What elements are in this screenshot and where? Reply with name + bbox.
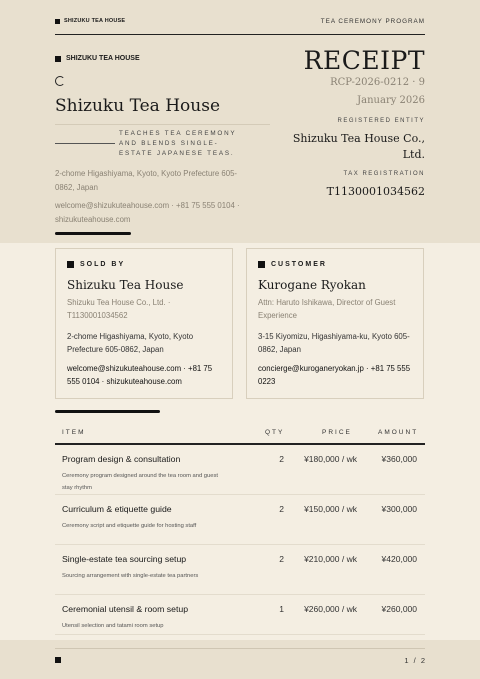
col-header-price: PRICE [322, 429, 352, 436]
brand-label [55, 55, 140, 62]
item-qty: 1 [279, 604, 284, 614]
table-row [55, 594, 425, 635]
table-row [55, 444, 425, 495]
sold-by-name: Shizuku Tea House [67, 278, 184, 292]
col-header-qty: QTY [265, 429, 285, 436]
item-title: Ceremonial utensil & room setup [62, 604, 189, 614]
brand-tagline: TEACHES TEA CEREMONY AND BLENDS SINGLE-ESTATE JAPANESE TEAS. [119, 130, 237, 157]
footer-rule [55, 648, 425, 649]
col-header-item: ITEM [62, 429, 86, 436]
customer-label-text: CUSTOMER [271, 261, 327, 268]
table-row [55, 544, 425, 595]
item-qty: 2 [279, 454, 284, 464]
sold-by-contact: welcome@shizukuteahouse.com · +81 75 555 0104 · shizukuteahouse.com [67, 364, 213, 386]
square-icon [258, 261, 265, 268]
item-amount: ¥360,000 [381, 454, 417, 464]
sold-by-address: 2-chome Higashiyama, Kyoto, Kyoto Prefecture 605-0862, Japan [67, 332, 194, 354]
tax-label: TAX REGISTRATION [343, 171, 425, 177]
divider [55, 124, 270, 125]
sold-by-entity: Shizuku Tea House Co., Ltd. · T1130001034562 [67, 298, 171, 320]
square-icon [55, 657, 61, 663]
item-qty: 2 [279, 554, 284, 564]
customer-contact: concierge@kuroganeryokan.jp · +81 75 555 0223 [258, 364, 411, 386]
accent-rule [55, 410, 160, 413]
tax-id: T1130001034562 [326, 185, 425, 198]
accent-rule [55, 232, 131, 235]
header-doc-tag: TEA CEREMONY PROGRAM [320, 18, 425, 25]
item-amount: ¥420,000 [381, 554, 417, 564]
header-company [55, 18, 125, 24]
sold-by-label-text: SOLD BY [80, 261, 126, 268]
col-header-amount: AMOUNT [378, 429, 419, 436]
receipt-number: RCP-2026-0212 · 9 [330, 77, 425, 88]
item-title: Program design & consultation [62, 454, 181, 464]
square-icon [55, 19, 60, 24]
customer-label [258, 261, 327, 268]
header-company-label: SHIZUKU TEA HOUSE [64, 18, 126, 24]
brand-name: Shizuku Tea House [55, 96, 221, 116]
sold-by-card [55, 248, 233, 399]
item-description: Sourcing arrangement with single-estate tea partners [62, 573, 199, 579]
entity-label: REGISTERED ENTITY [337, 118, 425, 124]
customer-address: 3-15 Kiyomizu, Higashiyama-ku, Kyoto 605-0862, Japan [258, 332, 410, 354]
tagline-rule [55, 143, 115, 144]
item-title: Curriculum & etiquette guide [62, 504, 172, 514]
sold-by-label [67, 261, 125, 268]
logo-circle-icon [55, 76, 65, 86]
item-description: Ceremony program designed around the tea room and guest stay rhythm [62, 473, 218, 491]
item-price: ¥260,000 / wk [304, 604, 357, 614]
item-description: Ceremony script and etiquette guide for hosting staff [62, 523, 197, 529]
item-price: ¥150,000 / wk [304, 504, 357, 514]
brand-contact: welcome@shizukuteahouse.com · +81 75 555 0104 · shizukuteahouse.com [55, 201, 240, 224]
item-price: ¥210,000 / wk [304, 554, 357, 564]
receipt-title: RECEIPT [303, 46, 425, 75]
square-icon [67, 261, 74, 268]
divider [55, 34, 425, 35]
table-row [55, 494, 425, 545]
page-number: 1 / 2 [404, 656, 425, 665]
receipt-date: January 2026 [357, 95, 425, 106]
square-icon [55, 56, 61, 62]
item-qty: 2 [279, 504, 284, 514]
brand-address: 2-chome Higashiyama, Kyoto, Kyoto Prefecture 605-0862, Japan [55, 169, 238, 192]
item-amount: ¥260,000 [381, 604, 417, 614]
item-price: ¥180,000 / wk [304, 454, 357, 464]
item-title: Single-estate tea sourcing setup [62, 554, 187, 564]
brand-label-text: SHIZUKU TEA HOUSE [66, 55, 140, 62]
customer-attn: Attn: Haruto Ishikawa, Director of Guest Experience [258, 298, 396, 320]
item-description: Utensil selection and tatami room setup [62, 623, 164, 629]
item-amount: ¥300,000 [381, 504, 417, 514]
customer-name: Kurogane Ryokan [258, 278, 366, 292]
customer-card [246, 248, 424, 399]
entity-name: Shizuku Tea House Co., Ltd. [292, 132, 425, 161]
